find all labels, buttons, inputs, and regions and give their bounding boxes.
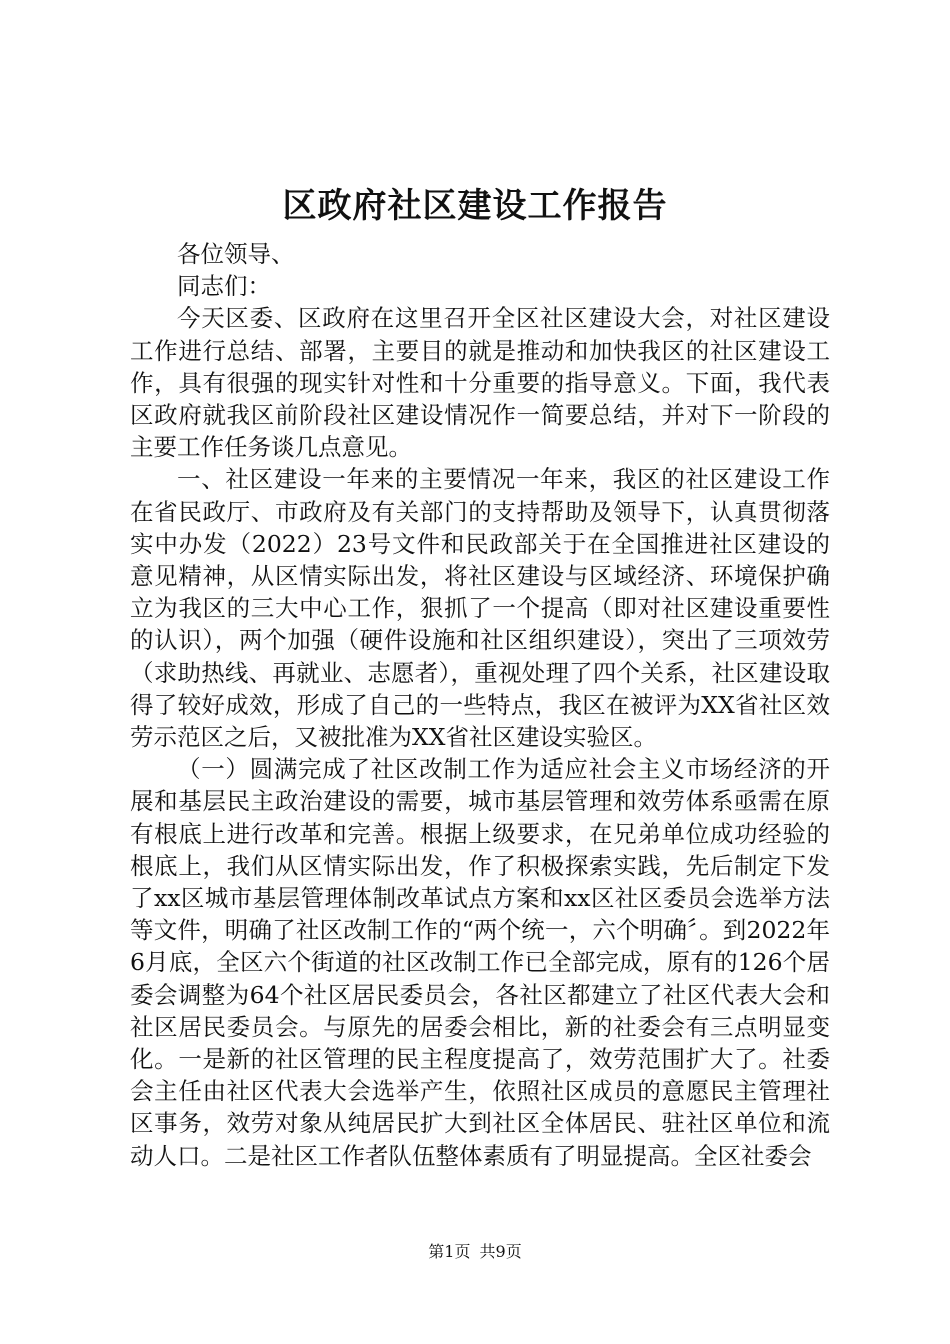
document-body (130, 238, 830, 1172)
page-number-total: 共9页 (479, 1242, 522, 1261)
body-paragraph: 一、社区建设一年来的主要情况一年来，我区的社区建设工作在省民政厅、市政府及有关部门的支持帮助及领导下，认真贯彻落实中办发（2022）23号文件和民政部关于在全国推进社区建设的意见精神，从区情实际出发，将社区建设与区域经济、环境保护确立为我区的三大中心工作，狠抓了一个提高（即对社区建设重要性的认识），两个加强（硬件设施和社区组织建设），突出了三项效劳（求助热线、再就业、志愿者），重视处理了四个关系，社区建设取得了较好成效，形成了自己的一些特点，我区在被评为XX省社区效劳示范区之后，又被批准为XX省社区建设实验区。 (130, 465, 830, 752)
document-title: 区政府社区建设工作报告 (282, 186, 668, 226)
body-paragraph: 今天区委、区政府在这里召开全区社区建设大会，对社区建设工作进行总结、部署，主要目的就是推动和加快我区的社区建设工作，具有很强的现实针对性和十分重要的指导意义。下面，我代表区政府就我区前阶段社区建设情况作一简要总结，并对下一阶段的主要工作任务谈几点意见。 (130, 304, 830, 462)
salutation-line: 同志们： (177, 272, 271, 301)
salutation-line: 各位领导、 (177, 240, 295, 268)
body-paragraph: （一）圆满完成了社区改制工作为适应社会主义市场经济的开展和基层民主政治建设的需要，城市基层管理和效劳体系亟需在原有根底上进行改革和完善。根据上级要求，在兄弟单位成功经验的根底上，我们从区情实际出发，作了积极探索实践，先后制定下发了xx区城市基层管理体制改革试点方案和xx区社区委员会选举方法等文件，明确了社区改制工作的“两个统一，六个明确〞。到2022年6月底，全区六个街道的社区改制工作已全部完成，原有的126个居委会调整为64个社区居民委员会，各社区都建立了社区代表大会和社区居民委员会。与原先的居委会相比，新的社委会有三点明显变化。一是新的社区管理的民主程度提高了，效劳范围扩大了。社委会主任由社区代表大会选举产生，依照社区成员的意愿民主管理社区事务，效劳对象从纯居民扩大到社区全体居民、驻社区单位和流动人口。二是社区工作者队伍整体素质有了明显提高。全区社委会 (130, 755, 830, 1170)
page-number-current: 第1页 (428, 1242, 471, 1261)
page-footer (0, 1241, 950, 1263)
